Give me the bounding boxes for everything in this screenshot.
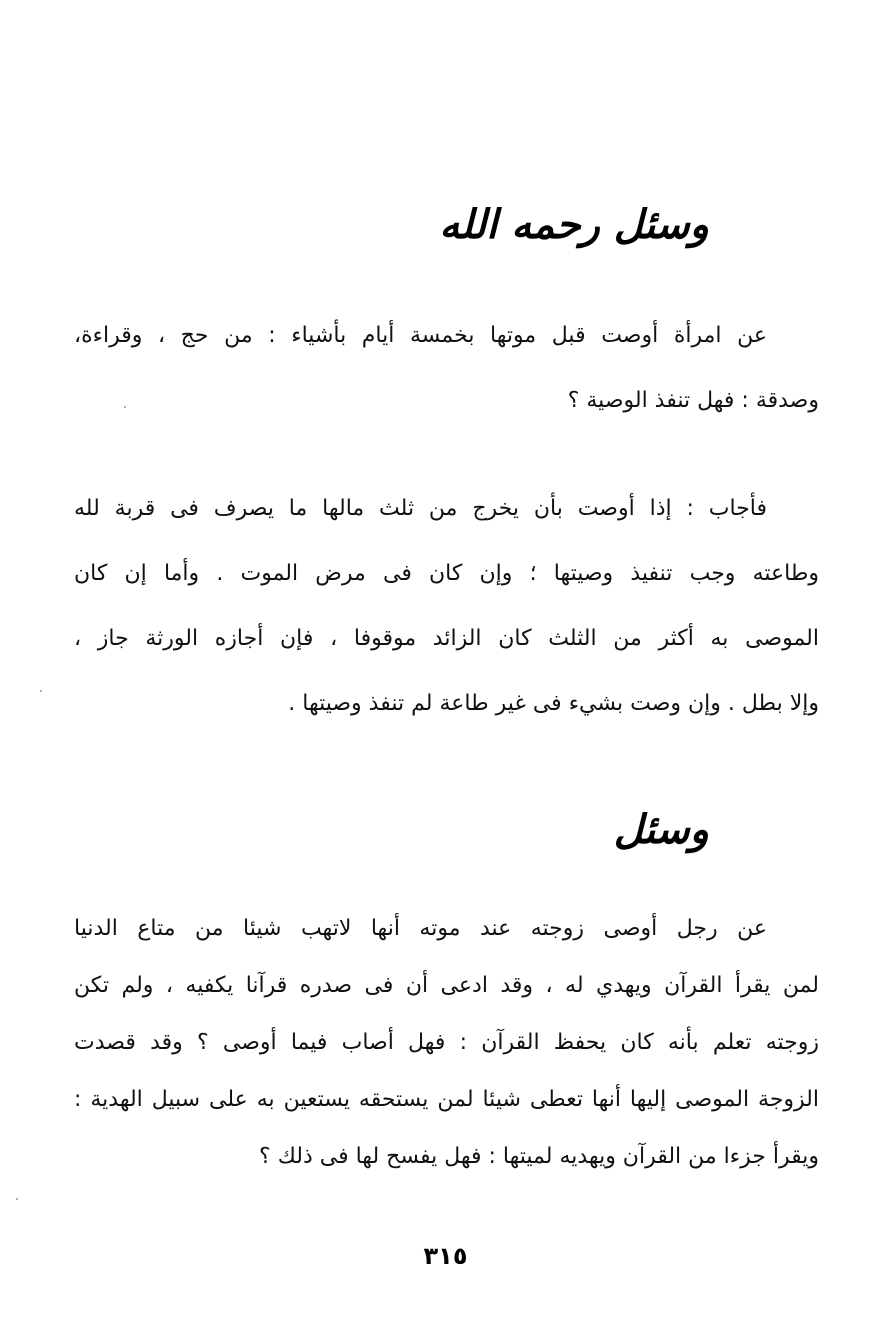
section-heading: وسئل رحمه الله xyxy=(439,201,709,248)
text-line: وصدقة : فهل تنفذ الوصية ؟ xyxy=(567,388,819,413)
answer-paragraph xyxy=(74,476,819,736)
text-line: وإلا بطل . وإن وصت بشيء فى غير طاعة لم تنفذ وصيتها . xyxy=(288,691,819,716)
section-heading: وسئل xyxy=(613,806,709,853)
scan-speck xyxy=(124,406,126,408)
text-line: الموصى به أكثر من الثلث كان الزائد موقوفا ، فإن أجازه الورثة جاز ، xyxy=(74,626,819,651)
text-line: لمن يقرأ القرآن ويهدي له ، وقد ادعى أن فى صدره قرآنا يكفيه ، ولم تكن xyxy=(74,973,819,998)
text-line: ويقرأ جزءا من القرآن ويهديه لميتها : فهل يفسح لها فى ذلك ؟ xyxy=(259,1144,819,1169)
page-number: ٣١٥ xyxy=(423,1242,468,1270)
question-paragraph xyxy=(74,303,819,433)
question-paragraph xyxy=(74,900,819,1185)
scan-speck xyxy=(16,1198,18,1200)
text-line: الزوجة الموصى إليها أنها تعطى شيئا لمن يستحقه يستعين به على سبيل الهدية : xyxy=(74,1087,819,1112)
text-line: عن امرأة أوصت قبل موتها بخمسة أيام بأشياء : من حج ، وقراءة، xyxy=(74,323,767,348)
text-line: زوجته تعلم بأنه كان يحفظ القرآن : فهل أصاب فيما أوصى ؟ وقد قصدت xyxy=(74,1030,819,1055)
text-line: وطاعته وجب تنفيذ وصيتها ؛ وإن كان فى مرض الموت . وأما إن كان xyxy=(74,561,819,586)
scan-speck xyxy=(40,690,42,692)
text-line: عن رجل أوصى زوجته عند موته أنها لاتهب شيئا من متاع الدنيا xyxy=(74,916,767,941)
text-line: فأجاب : إذا أوصت بأن يخرج من ثلث مالها ما يصرف فى قربة لله xyxy=(74,496,767,521)
